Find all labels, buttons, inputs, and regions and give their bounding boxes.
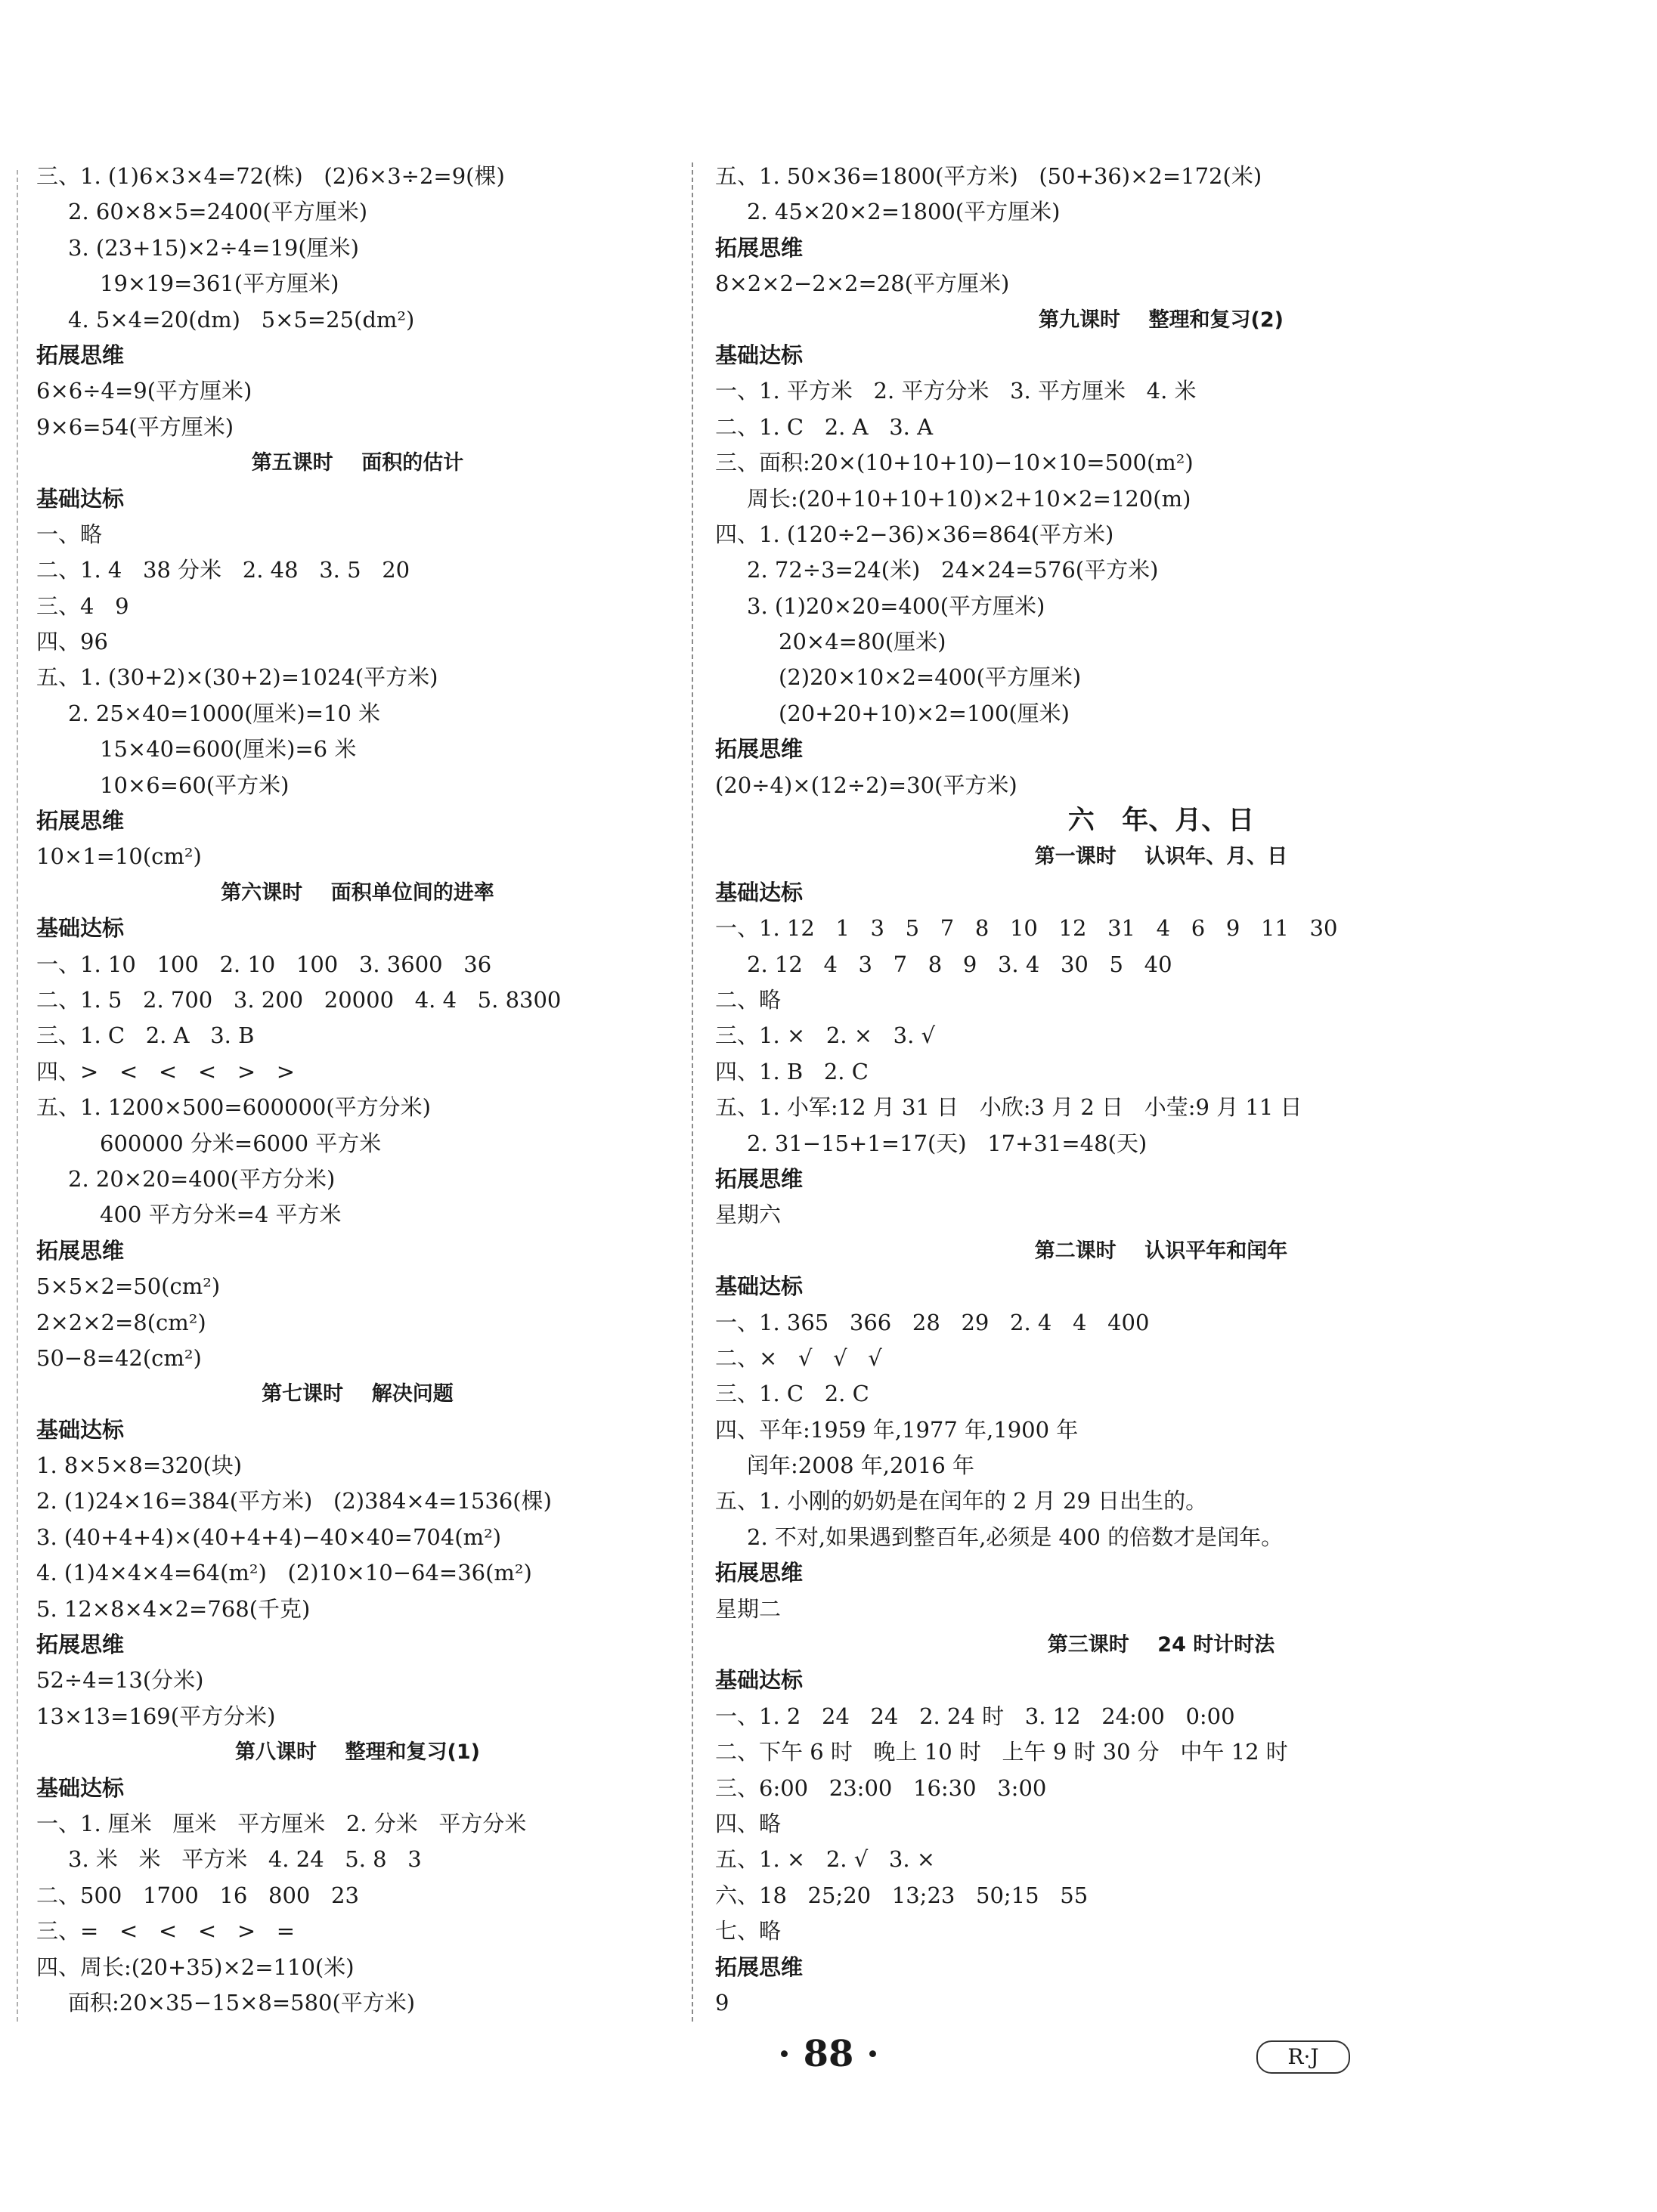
answer-line: 四、> < < < > > xyxy=(36,1058,296,1084)
lesson-title: 第八课时 整理和复习(1) xyxy=(234,1740,481,1765)
answer-line: 星期二 xyxy=(715,1595,782,1622)
answer-line: 9 xyxy=(715,1989,729,2016)
answer-line: 2. 31−15+1=17(天) 17+31=48(天) xyxy=(747,1130,1148,1156)
answer-line: 2. (1)24×16=384(平方米) (2)384×4=1536(棵) xyxy=(36,1488,552,1514)
answer-line: 闰年:2008 年,2016 年 xyxy=(747,1452,975,1479)
lesson-title: 第九课时 整理和复习(2) xyxy=(1038,308,1284,332)
answer-line: 400 平方分米=4 平方米 xyxy=(100,1202,342,1228)
section-heading: 基础达标 xyxy=(36,485,125,512)
answer-line: 20×4=80(厘米) xyxy=(779,629,946,655)
section-heading: 基础达标 xyxy=(715,1667,804,1694)
answer-line: 一、1. 2 24 24 2. 24 时 3. 12 24:00 0:00 xyxy=(715,1703,1235,1729)
answer-line: 三、面积:20×(10+10+10)−10×10=500(m²) xyxy=(715,450,1194,476)
answer-line: 2. 不对,如果遇到整百年,必须是 400 的倍数才是闰年。 xyxy=(747,1524,1284,1550)
answer-line: 3. (23+15)×2÷4=19(厘米) xyxy=(68,234,359,261)
answer-line: 五、1. 1200×500=600000(平方分米) xyxy=(36,1094,431,1121)
answer-line: 19×19=361(平方厘米) xyxy=(100,271,339,297)
answer-line: 二、500 1700 16 800 23 xyxy=(36,1882,359,1908)
answer-line: 四、96 xyxy=(36,629,108,655)
answer-line: 3. (1)20×20=400(平方厘米) xyxy=(747,592,1045,619)
answer-line: 一、1. 10 100 2. 10 100 3. 3600 36 xyxy=(36,951,492,977)
answer-line: 2. 60×8×5=2400(平方厘米) xyxy=(68,199,368,225)
section-heading: 基础达标 xyxy=(36,1416,125,1443)
answer-line: 二、1. C 2. A 3. A xyxy=(715,413,934,440)
unit-title: 六 年、月、日 xyxy=(1067,806,1255,837)
answer-line: 4. 5×4=20(dm) 5×5=25(dm²) xyxy=(68,306,415,333)
section-heading: 拓展思维 xyxy=(715,1165,804,1192)
answer-line: 五、1. 小刚的奶奶是在闰年的 2 月 29 日出生的。 xyxy=(715,1488,1208,1514)
answer-line: 四、周长:(20+35)×2=110(米) xyxy=(36,1954,355,1980)
answer-line: 三、1. C 2. A 3. B xyxy=(36,1022,255,1049)
lesson-title: 第一课时 认识年、月、日 xyxy=(1034,845,1288,869)
lesson-title: 第七课时 解决问题 xyxy=(262,1382,454,1406)
answer-line: 5. 12×8×4×2=768(千克) xyxy=(36,1595,311,1622)
page-number: · 88 · xyxy=(778,2033,879,2075)
answer-line: 四、平年:1959 年,1977 年,1900 年 xyxy=(715,1416,1079,1443)
answer-line: 四、1. B 2. C xyxy=(715,1058,869,1084)
answer-line: 三、= < < < > = xyxy=(36,1918,296,1944)
answer-line: (2)20×10×2=400(平方厘米) xyxy=(779,664,1082,691)
answer-line: 6×6÷4=9(平方厘米) xyxy=(36,378,252,404)
section-heading: 拓展思维 xyxy=(715,234,804,261)
answer-line: 10×1=10(cm²) xyxy=(36,843,202,870)
answer-line: 五、1. 50×36=1800(平方米) (50+36)×2=172(米) xyxy=(715,163,1262,189)
answer-line: 三、6:00 23:00 16:30 3:00 xyxy=(715,1774,1047,1801)
section-heading: 拓展思维 xyxy=(36,1632,125,1658)
answer-line: 一、1. 厘米 厘米 平方厘米 2. 分米 平方分米 xyxy=(36,1810,527,1836)
answer-line: (20+20+10)×2=100(厘米) xyxy=(779,700,1070,726)
lesson-title: 第六课时 面积单位间的进率 xyxy=(221,880,494,905)
answer-line: 周长:(20+10+10+10)×2+10×2=120(m) xyxy=(747,485,1191,512)
answer-line: 3. 米 米 平方米 4. 24 5. 8 3 xyxy=(68,1846,422,1873)
answer-line: 星期六 xyxy=(715,1202,782,1228)
answer-line: 13×13=169(平方分米) xyxy=(36,1703,276,1729)
section-heading: 拓展思维 xyxy=(715,1560,804,1586)
answer-line: 2×2×2=8(cm²) xyxy=(36,1309,206,1335)
answer-line: 一、1. 平方米 2. 平方分米 3. 平方厘米 4. 米 xyxy=(715,378,1197,404)
answer-line: 3. (40+4+4)×(40+4+4)−40×40=704(m²) xyxy=(36,1524,502,1550)
answer-line: 四、略 xyxy=(715,1810,782,1836)
right-answer-column xyxy=(715,159,1607,2021)
answer-line: 8×2×2−2×2=28(平方厘米) xyxy=(715,271,1010,297)
answer-line: 五、1. (30+2)×(30+2)=1024(平方米) xyxy=(36,664,438,691)
lesson-title: 第二课时 认识平年和闰年 xyxy=(1034,1239,1288,1263)
answer-line: 一、1. 12 1 3 5 7 8 10 12 31 4 6 9 11 30 xyxy=(715,915,1338,942)
section-heading: 基础达标 xyxy=(715,1273,804,1300)
left-margin-rule xyxy=(17,170,18,2022)
lesson-title: 第三课时 24 时计时法 xyxy=(1047,1633,1275,1657)
section-heading: 拓展思维 xyxy=(36,1237,125,1264)
answer-line: 2. 20×20=400(平方分米) xyxy=(68,1165,336,1192)
section-heading: 基础达标 xyxy=(36,915,125,942)
section-heading: 基础达标 xyxy=(36,1774,125,1801)
answer-line: 四、1. (120÷2−36)×36=864(平方米) xyxy=(715,521,1114,547)
answer-line: 三、1. × 2. × 3. √ xyxy=(715,1022,936,1049)
section-heading: 基础达标 xyxy=(715,879,804,905)
answer-line: 2. 12 4 3 7 8 9 3. 4 30 5 40 xyxy=(747,951,1172,977)
answer-line: 2. 25×40=1000(厘米)=10 米 xyxy=(68,700,381,726)
section-heading: 拓展思维 xyxy=(36,342,125,368)
edition-badge: R·J xyxy=(1256,2040,1350,2074)
answer-line: 50−8=42(cm²) xyxy=(36,1344,202,1371)
section-heading: 拓展思维 xyxy=(715,1954,804,1980)
answer-line: 七、略 xyxy=(715,1918,782,1944)
lesson-title: 第五课时 面积的估计 xyxy=(251,451,464,475)
column-divider xyxy=(692,162,693,2022)
section-heading: 拓展思维 xyxy=(715,736,804,763)
answer-line: 面积:20×35−15×8=580(平方米) xyxy=(68,1989,416,2016)
answer-line: 52÷4=13(分米) xyxy=(36,1667,204,1694)
answer-line: 一、1. 365 366 28 29 2. 4 4 400 xyxy=(715,1309,1150,1335)
answer-line: 1. 8×5×8=320(块) xyxy=(36,1452,243,1479)
answer-line: 五、1. × 2. √ 3. × xyxy=(715,1846,936,1873)
answer-line: 10×6=60(平方米) xyxy=(100,772,290,798)
answer-line: 二、略 xyxy=(715,986,782,1013)
answer-line: 二、1. 4 38 分米 2. 48 3. 5 20 xyxy=(36,557,410,583)
answer-line: 5×5×2=50(cm²) xyxy=(36,1273,221,1300)
answer-line: 三、1. C 2. C xyxy=(715,1381,869,1407)
answer-line: 三、4 9 xyxy=(36,592,129,619)
answer-line: (20÷4)×(12÷2)=30(平方米) xyxy=(715,772,1017,798)
answer-line: 二、× √ √ √ xyxy=(715,1344,882,1371)
answer-line: 五、1. 小军:12 月 31 日 小欣:3 月 2 日 小莹:9 月 11 日 xyxy=(715,1094,1302,1121)
answer-line: 4. (1)4×4×4=64(m²) (2)10×10−64=36(m²) xyxy=(36,1560,532,1586)
answer-line: 15×40=600(厘米)=6 米 xyxy=(100,736,357,763)
answer-line: 2. 72÷3=24(米) 24×24=576(平方米) xyxy=(747,557,1159,583)
answer-line: 二、1. 5 2. 700 3. 200 20000 4. 4 5. 8300 xyxy=(36,986,562,1013)
left-answer-column xyxy=(36,159,679,2021)
answer-line: 三、1. (1)6×3×4=72(株) (2)6×3÷2=9(棵) xyxy=(36,163,505,189)
answer-line: 2. 45×20×2=1800(平方厘米) xyxy=(747,199,1061,225)
section-heading: 基础达标 xyxy=(715,342,804,368)
answer-line: 六、18 25;20 13;23 50;15 55 xyxy=(715,1882,1089,1908)
answer-line: 600000 分米=6000 平方米 xyxy=(100,1130,382,1156)
answer-line: 一、略 xyxy=(36,521,103,547)
section-heading: 拓展思维 xyxy=(36,808,125,834)
answer-line: 二、下午 6 时 晚上 10 时 上午 9 时 30 分 中午 12 时 xyxy=(715,1739,1288,1765)
answer-line: 9×6=54(平方厘米) xyxy=(36,413,234,440)
